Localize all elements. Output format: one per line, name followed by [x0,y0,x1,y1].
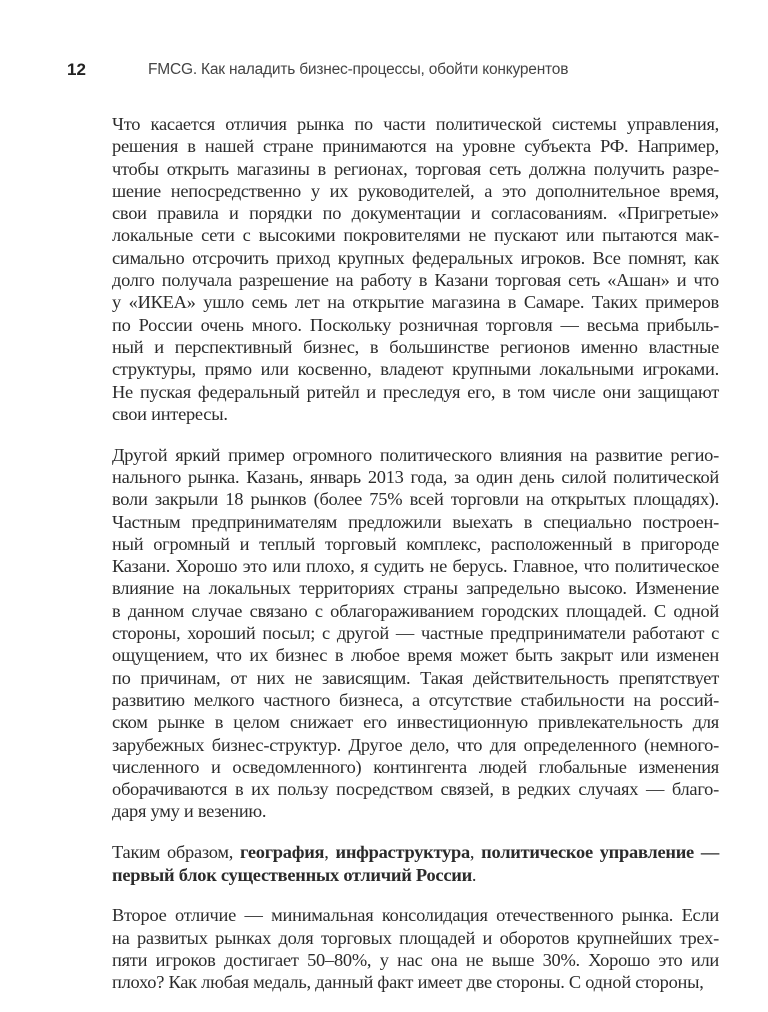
text-line [112,971,719,993]
text: . [471,864,477,885]
text: нального рынка. Казань, январь 2013 года, за один день силой политической [112,466,719,487]
text: Таким образом, [112,842,240,863]
paragraph [112,113,719,425]
text-line [112,291,719,313]
text-line [112,381,719,403]
text-line [112,577,719,599]
text: Казани. Хорошо это или плохо, я судить не берусь. Главное, что политическое [112,556,719,577]
text-line [112,841,719,863]
text-line [112,711,719,733]
text: развитию мелкого частного бизнеса, а отсутствие стабильности на россий- [112,689,719,710]
text: ском рынке в целом снижает его инвестиционную привлекательность для [112,712,719,733]
text: даря уму и везению. [112,801,267,822]
paragraph [112,444,719,823]
text: стороны, хороший посыл; с другой — частные предприниматели работают с [112,623,719,644]
text-line [112,864,719,886]
text: зарубежных бизнес-структур. Другое дело, что для определенного (немного- [112,734,719,755]
text-line [112,756,719,778]
text-line [112,180,719,202]
page-body [112,113,719,1012]
text: ный и перспективный бизнес, в большинстве регионов именно властные [112,336,719,357]
text: чтобы открыть магазины в регионах, торговая сеть должна получить разре- [112,158,719,179]
text: решения в нашей стране принимаются на уровне субъекта РФ. Например, [112,136,719,157]
text: долго получала разрешение на работу в Казани торговая сеть «Ашан» и что [112,270,719,291]
bold-text: география [239,842,325,863]
text: Частным предпринимателям предложили выехать в специально построен- [112,511,719,532]
bold-text: инфраструктура [335,842,470,863]
text-line [112,511,719,533]
text: воли закрыли 18 рынков (более 75% всей торговли на открытых площадях). [112,489,719,510]
text: на развитых рынках доля торговых площадей и оборотов крупнейших трех- [112,927,719,948]
text-line [112,904,719,926]
text: Второе отличие — минимальная консолидация отечественного рынка. Если [112,905,719,926]
text: шение непосредственно у их руководителей, а это дополнительное время, [112,180,719,201]
paragraph [112,841,719,886]
text: по причинам, от них не зависящим. Такая действительность препятствует [112,667,719,688]
text: в данном случае связано с облагораживанием городских площадей. С одной [112,600,719,621]
text: симально отсрочить приход крупных федеральных игроков. Все помнят, как [112,247,719,268]
text: свои правила и порядки по документации и согласованиям. «Пригретые» [112,203,719,224]
text: локальные сети с высокими покровителями не пускают или пытаются мак- [112,225,719,246]
text-line [112,927,719,949]
text-line [112,314,719,336]
text-line [112,224,719,246]
text: , [324,842,336,863]
text: по России очень много. Поскольку розничная торговля — весьма прибыль- [112,314,719,335]
text: пяти игроков достигает 50–80%, у нас она не выше 30%. Хорошо это или [112,949,719,970]
text-line [112,158,719,180]
text-line [112,247,719,269]
text: структуры, прямо или косвенно, владеют крупными локальными игроками. [112,359,719,380]
text-line [112,689,719,711]
text: свои интересы. [112,403,228,424]
text: , [469,842,482,863]
bold-text: политическое управление — [481,842,719,863]
text-line [112,555,719,577]
text-line [112,269,719,291]
text-line [112,202,719,224]
text: Не пуская федеральный ритейл и преследуя его, в том числе они защищают [112,381,719,402]
text: Другой яркий пример огромного политического влияния на развитие регио- [112,444,719,465]
page-number: 12 [67,60,86,79]
text-line [112,403,719,425]
text-line [112,778,719,800]
text-line [112,622,719,644]
text: Что касается отличия рынка по части политической системы управления, [112,114,719,134]
running-title: FMCG. Как наладить бизнес-процессы, обойти конкурентов [148,61,569,78]
text-line [112,800,719,822]
text-line [112,444,719,466]
text: плохо? Как любая медаль, данный факт имеет две стороны. С одной стороны, [112,972,704,993]
text-line [112,336,719,358]
text: ощущением, что их бизнес в любое время может быть закрыт или изменен [112,645,719,666]
text-line [112,113,719,135]
text: у «ИКЕА» ушло семь лет на открытие магазина в Самаре. Таких примеров [112,292,719,313]
text-line [112,600,719,622]
text: влияние на локальных территориях страны запредельно высоко. Изменение [112,578,719,599]
text: оборачиваются в их пользу посредством связей, в редких случаях — благо- [112,779,719,800]
text-line [112,667,719,689]
text-line [112,488,719,510]
text-line [112,734,719,756]
text-line [112,533,719,555]
text-line [112,358,719,380]
text-line [112,949,719,971]
text-line [112,644,719,666]
text-line [112,466,719,488]
text: ный огромный и теплый торговый комплекс, расположенный в пригороде [112,533,719,554]
text: численного и осведомленного) контингента людей глобальные изменения [112,756,719,777]
text-line [112,135,719,157]
bold-text: первый блок существенных отличий России [112,864,472,885]
paragraph [112,904,719,993]
